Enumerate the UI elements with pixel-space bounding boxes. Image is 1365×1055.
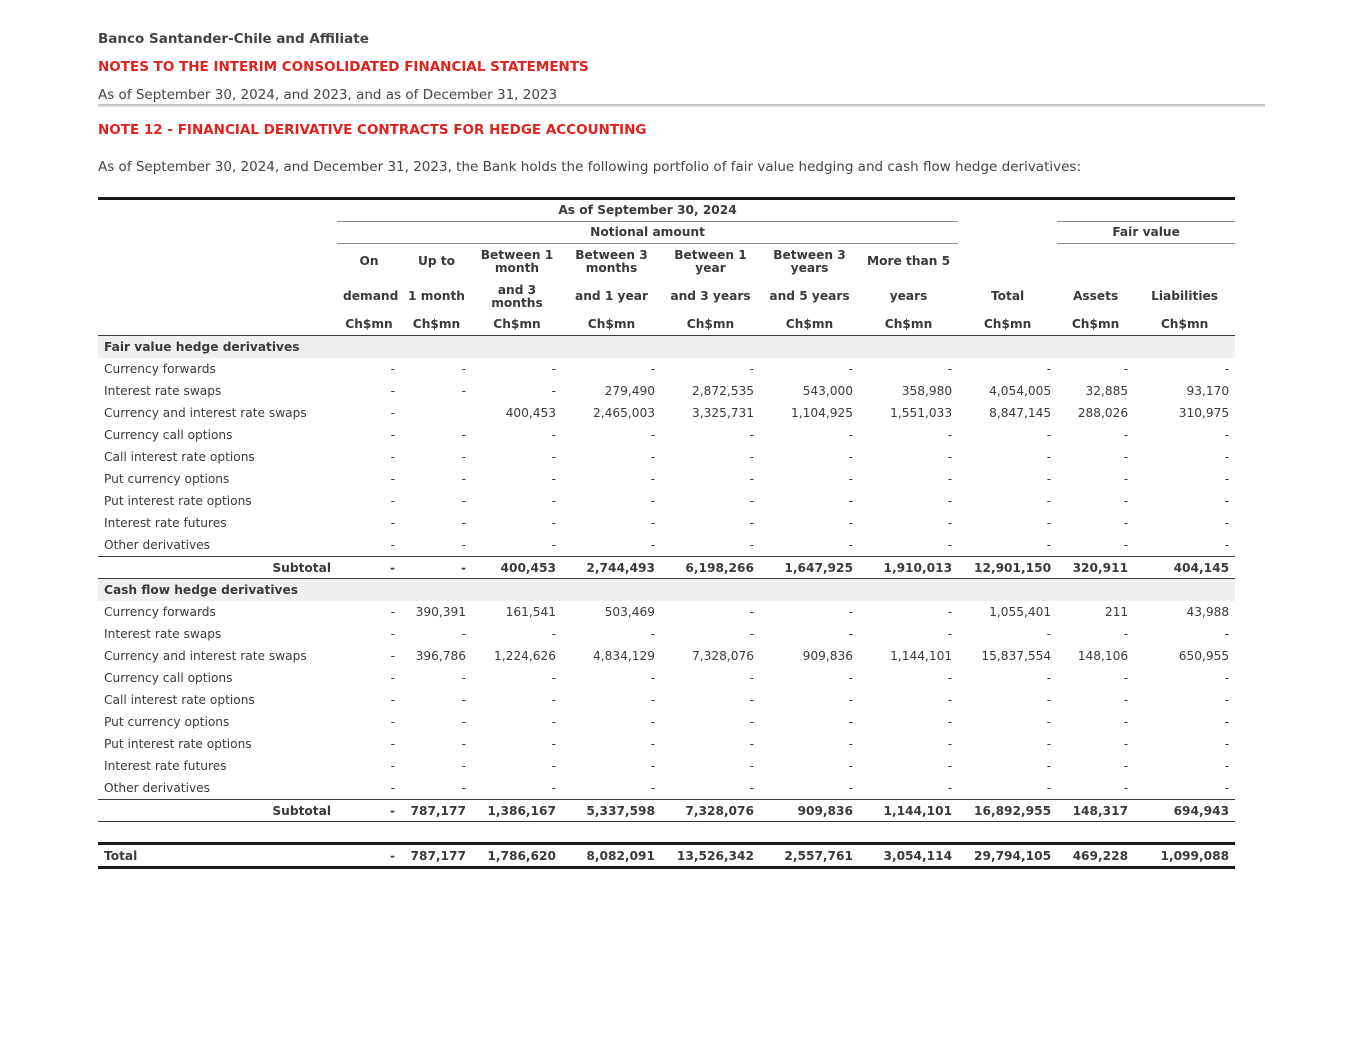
table-row: [98, 623, 1235, 645]
cell-value: 310,975: [1178, 406, 1230, 420]
notes-title: NOTES TO THE INTERIM CONSOLIDATED FINANCIAL STATEMENTS: [98, 59, 589, 75]
table-row: [98, 667, 1235, 689]
cell-value: -: [461, 781, 466, 795]
report-date: As of September 30, 2024, and 2023, and as of December 31, 2023: [98, 87, 558, 103]
cell-value: -: [947, 450, 953, 464]
subtotal-row: [98, 800, 1235, 822]
table-row: [98, 468, 1235, 490]
cell-value: 161,541: [505, 605, 556, 619]
table-row: [98, 534, 1235, 557]
cell-value: -: [650, 472, 655, 486]
note-intro: As of September 30, 2024, and December 31, 2023, the Bank holds the following portfolio of fair value hedging and cash flow hedge derivatives:: [98, 159, 1082, 175]
table-row: [98, 711, 1235, 733]
cell-value: 909,836: [802, 649, 853, 663]
cell-value: 7,328,076: [691, 649, 754, 663]
col-header-line2: Assets: [1072, 289, 1119, 303]
cell-value: -: [1224, 472, 1230, 486]
cell-value: -: [848, 671, 853, 685]
cell-value: -: [947, 494, 953, 508]
table-row: [98, 424, 1235, 446]
cell-value: -: [1123, 538, 1129, 552]
cell-value: -: [1123, 759, 1129, 773]
cell-value: 1,647,925: [760, 557, 859, 579]
col-header-line1: Between 3 months: [575, 247, 648, 275]
derivatives-table: [98, 197, 1235, 869]
period-header: As of September 30, 2024: [337, 199, 958, 222]
cell-value: 16,892,955: [958, 800, 1057, 822]
row-label: Total: [98, 844, 337, 868]
row-label: Subtotal: [98, 800, 337, 822]
row-label: Interest rate futures: [104, 516, 227, 530]
cell-value: -: [1046, 538, 1052, 552]
cell-value: 1,386,167: [472, 800, 562, 822]
cell-value: -: [461, 759, 466, 773]
cell-value: -: [650, 627, 655, 641]
col-unit: Ch$mn: [1057, 314, 1134, 336]
cell-value: -: [461, 362, 466, 376]
cell-value: -: [749, 715, 754, 729]
cell-value: 15,837,554: [981, 649, 1052, 663]
row-label: Currency call options: [104, 671, 233, 685]
cell-value: -: [390, 649, 395, 663]
cell-value: -: [1046, 759, 1052, 773]
cell-value: -: [461, 472, 466, 486]
cell-value: -: [1224, 715, 1230, 729]
cell-value: -: [650, 428, 655, 442]
cell-value: -: [749, 362, 754, 376]
cell-value: 469,228: [1057, 844, 1134, 868]
cell-value: -: [749, 605, 754, 619]
cell-value: -: [650, 450, 655, 464]
cell-value: 4,834,129: [592, 649, 655, 663]
col-unit: Ch$mn: [337, 314, 401, 336]
cell-value: -: [390, 627, 395, 641]
cell-value: 148,317: [1057, 800, 1134, 822]
cell-value: -: [749, 627, 754, 641]
cell-value: -: [947, 627, 953, 641]
cell-value: -: [947, 538, 953, 552]
cell-value: -: [1224, 737, 1230, 751]
cell-value: -: [551, 362, 556, 376]
cell-value: -: [1123, 472, 1129, 486]
company-name: Banco Santander-Chile and Affiliate: [98, 31, 369, 47]
cell-value: 1,551,033: [890, 406, 953, 420]
col-header-line2: and 5 years: [769, 289, 850, 303]
col-header-line2: 1 month: [408, 289, 465, 303]
cell-value: -: [390, 472, 395, 486]
table-row: [98, 490, 1235, 512]
cell-value: -: [749, 516, 754, 530]
cell-value: -: [848, 494, 853, 508]
col-unit: Ch$mn: [760, 314, 859, 336]
cell-value: -: [390, 715, 395, 729]
cell-value: -: [1224, 428, 1230, 442]
row-label: Interest rate swaps: [104, 384, 222, 398]
row-label: Call interest rate options: [104, 450, 255, 464]
cell-value: -: [848, 516, 853, 530]
cell-value: -: [551, 693, 556, 707]
cell-value: -: [1046, 715, 1052, 729]
cell-value: -: [390, 693, 395, 707]
table-row: [98, 733, 1235, 755]
cell-value: -: [848, 737, 853, 751]
row-label: Call interest rate options: [104, 693, 255, 707]
cell-value: -: [1046, 671, 1052, 685]
cell-value: -: [650, 538, 655, 552]
fair-value-header: Fair value: [1057, 222, 1235, 244]
cell-value: 787,177: [401, 800, 472, 822]
col-unit: Ch$mn: [562, 314, 661, 336]
cell-value: -: [390, 737, 395, 751]
cell-value: -: [1224, 494, 1230, 508]
table-row: [98, 402, 1235, 424]
cell-value: -: [650, 494, 655, 508]
cell-value: 320,911: [1057, 557, 1134, 579]
cell-value: -: [390, 605, 395, 619]
cell-value: -: [1046, 737, 1052, 751]
cell-value: 787,177: [401, 844, 472, 868]
cell-value: -: [848, 759, 853, 773]
table-row: [98, 777, 1235, 800]
cell-value: 396,786: [415, 649, 466, 663]
cell-value: -: [1224, 671, 1230, 685]
cell-value: -: [749, 428, 754, 442]
col-header-line1: Between 1 year: [674, 247, 747, 275]
row-label: Currency and interest rate swaps: [104, 649, 307, 663]
cell-value: -: [551, 450, 556, 464]
header-divider: [98, 104, 1265, 107]
cell-value: 13,526,342: [661, 844, 760, 868]
cell-value: 32,885: [1085, 384, 1129, 398]
table-row: [98, 601, 1235, 623]
cell-value: -: [749, 693, 754, 707]
cell-value: -: [461, 715, 466, 729]
cell-value: -: [461, 627, 466, 641]
cell-value: 400,453: [505, 406, 556, 420]
cell-value: -: [947, 781, 953, 795]
cell-value: 2,872,535: [691, 384, 754, 398]
col-unit: Ch$mn: [472, 314, 562, 336]
cell-value: 148,106: [1077, 649, 1129, 663]
cell-value: 93,170: [1186, 384, 1230, 398]
cell-value: [401, 402, 472, 424]
cell-value: -: [390, 516, 395, 530]
cell-value: -: [1046, 428, 1052, 442]
cell-value: 29,794,105: [958, 844, 1057, 868]
cell-value: -: [650, 362, 655, 376]
note-title: NOTE 12 - FINANCIAL DERIVATIVE CONTRACTS FOR HEDGE ACCOUNTING: [98, 122, 647, 138]
cell-value: -: [1224, 627, 1230, 641]
cell-value: -: [551, 715, 556, 729]
cell-value: -: [848, 538, 853, 552]
cell-value: -: [848, 605, 853, 619]
cell-value: -: [947, 605, 953, 619]
section-header-row: [98, 579, 1235, 602]
cell-value: 1,144,101: [890, 649, 953, 663]
cell-value: -: [650, 516, 655, 530]
cell-value: -: [1046, 494, 1052, 508]
cell-value: -: [461, 428, 466, 442]
subtotal-row: [98, 557, 1235, 579]
cell-value: -: [390, 671, 395, 685]
row-label: Interest rate swaps: [104, 627, 222, 641]
col-header-line2: years: [889, 289, 928, 303]
row-label: Put currency options: [104, 715, 230, 729]
cell-value: -: [551, 538, 556, 552]
row-label: Subtotal: [98, 557, 337, 579]
cell-value: -: [848, 781, 853, 795]
cell-value: -: [401, 557, 472, 579]
cell-value: -: [390, 384, 395, 398]
cell-value: 12,901,150: [958, 557, 1057, 579]
cell-value: -: [390, 450, 395, 464]
cell-value: 358,980: [901, 384, 953, 398]
section-title: Fair value hedge derivatives: [98, 336, 1235, 359]
cell-value: 2,744,493: [562, 557, 661, 579]
cell-value: -: [947, 759, 953, 773]
cell-value: 3,325,731: [691, 406, 754, 420]
col-unit: Ch$mn: [859, 314, 958, 336]
cell-value: -: [1224, 538, 1230, 552]
cell-value: -: [337, 800, 401, 822]
cell-value: -: [1224, 693, 1230, 707]
cell-value: -: [390, 494, 395, 508]
cell-value: -: [461, 693, 466, 707]
cell-value: -: [1123, 450, 1129, 464]
cell-value: 404,145: [1134, 557, 1235, 579]
cell-value: -: [551, 494, 556, 508]
table-row: [98, 755, 1235, 777]
cell-value: 1,224,626: [493, 649, 556, 663]
cell-value: -: [551, 384, 556, 398]
table-row: [98, 689, 1235, 711]
cell-value: -: [1046, 627, 1052, 641]
cell-value: -: [1123, 494, 1129, 508]
col-unit: Ch$mn: [958, 314, 1057, 336]
row-label: Other derivatives: [104, 781, 211, 795]
cell-value: -: [461, 494, 466, 508]
cell-value: -: [551, 759, 556, 773]
cell-value: -: [1046, 693, 1052, 707]
cell-value: -: [749, 781, 754, 795]
cell-value: -: [947, 671, 953, 685]
cell-value: -: [551, 627, 556, 641]
cell-value: -: [1224, 362, 1230, 376]
spacer-row: [98, 822, 1235, 844]
cell-value: -: [947, 472, 953, 486]
row-label: Other derivatives: [104, 538, 211, 552]
cell-value: 288,026: [1077, 406, 1129, 420]
cell-value: -: [1123, 362, 1129, 376]
cell-value: -: [1123, 671, 1129, 685]
cell-value: 211: [1104, 605, 1129, 619]
cell-value: -: [390, 406, 395, 420]
cell-value: -: [461, 538, 466, 552]
cell-value: 4,054,005: [989, 384, 1052, 398]
cell-value: -: [848, 715, 853, 729]
col-header-line1: More than 5: [866, 254, 951, 268]
cell-value: 2,465,003: [592, 406, 655, 420]
cell-value: -: [461, 737, 466, 751]
cell-value: -: [848, 362, 853, 376]
col-header-line1: On: [359, 254, 379, 268]
cell-value: -: [947, 362, 953, 376]
cell-value: -: [1224, 759, 1230, 773]
cell-value: 8,847,145: [989, 406, 1052, 420]
cell-value: 1,099,088: [1134, 844, 1235, 868]
col-unit: Ch$mn: [661, 314, 760, 336]
cell-value: 5,337,598: [562, 800, 661, 822]
cell-value: -: [390, 538, 395, 552]
total-row: [98, 844, 1235, 868]
cell-value: -: [461, 516, 466, 530]
cell-value: -: [749, 538, 754, 552]
col-header-line1: [1057, 244, 1134, 280]
row-label: Put currency options: [104, 472, 230, 486]
cell-value: -: [947, 428, 953, 442]
col-header-line1: Up to: [417, 254, 456, 268]
cell-value: -: [461, 671, 466, 685]
col-header-line1: [1134, 244, 1235, 280]
row-label: Interest rate futures: [104, 759, 227, 773]
cell-value: -: [1224, 450, 1230, 464]
cell-value: -: [650, 759, 655, 773]
table-row: [98, 512, 1235, 534]
cell-value: -: [749, 472, 754, 486]
cell-value: -: [1224, 516, 1230, 530]
cell-value: 1,055,401: [989, 605, 1052, 619]
cell-value: -: [1123, 627, 1129, 641]
cell-value: 543,000: [802, 384, 853, 398]
row-label: Currency call options: [104, 428, 233, 442]
row-label: Put interest rate options: [104, 494, 252, 508]
cell-value: -: [848, 450, 853, 464]
cell-value: -: [947, 737, 953, 751]
table-row: [98, 358, 1235, 380]
cell-value: 1,144,101: [859, 800, 958, 822]
cell-value: -: [1046, 362, 1052, 376]
col-unit: Ch$mn: [401, 314, 472, 336]
cell-value: 1,786,620: [472, 844, 562, 868]
cell-value: -: [551, 737, 556, 751]
cell-value: -: [390, 759, 395, 773]
col-header-line2: demand: [343, 289, 399, 303]
cell-value: -: [551, 781, 556, 795]
table-row: [98, 380, 1235, 402]
cell-value: -: [650, 737, 655, 751]
cell-value: 3,054,114: [859, 844, 958, 868]
cell-value: -: [551, 472, 556, 486]
row-label: Currency forwards: [104, 605, 216, 619]
table-row: [98, 446, 1235, 468]
col-header-line1: Between 3 years: [773, 247, 846, 275]
cell-value: -: [390, 781, 395, 795]
section-title: Cash flow hedge derivatives: [98, 579, 1235, 602]
cell-value: -: [1046, 781, 1052, 795]
cell-value: 390,391: [415, 605, 466, 619]
cell-value: -: [848, 428, 853, 442]
cell-value: -: [551, 671, 556, 685]
cell-value: -: [337, 844, 401, 868]
col-unit: Ch$mn: [1134, 314, 1235, 336]
cell-value: -: [1046, 516, 1052, 530]
cell-value: 279,490: [604, 384, 655, 398]
cell-value: -: [1046, 472, 1052, 486]
cell-value: -: [551, 428, 556, 442]
cell-value: -: [461, 450, 466, 464]
cell-value: -: [390, 428, 395, 442]
cell-value: -: [1123, 428, 1129, 442]
cell-value: -: [749, 671, 754, 685]
cell-value: -: [337, 557, 401, 579]
cell-value: -: [390, 362, 395, 376]
cell-value: 694,943: [1134, 800, 1235, 822]
cell-value: 2,557,761: [760, 844, 859, 868]
cell-value: -: [461, 384, 466, 398]
cell-value: -: [749, 759, 754, 773]
section-header-row: [98, 336, 1235, 359]
cell-value: -: [1046, 450, 1052, 464]
cell-value: -: [1123, 715, 1129, 729]
cell-value: 7,328,076: [661, 800, 760, 822]
cell-value: 400,453: [472, 557, 562, 579]
row-label: Put interest rate options: [104, 737, 252, 751]
cell-value: 8,082,091: [562, 844, 661, 868]
col-header-line2: Total: [990, 289, 1025, 303]
col-header-line1: [958, 244, 1057, 280]
cell-value: -: [749, 494, 754, 508]
cell-value: -: [749, 450, 754, 464]
col-header-line2: Liabilities: [1151, 289, 1219, 303]
col-header-line2: and 3 months: [491, 282, 543, 310]
cell-value: -: [947, 715, 953, 729]
cell-value: 909,836: [760, 800, 859, 822]
table-row: [98, 645, 1235, 667]
cell-value: -: [947, 516, 953, 530]
cell-value: -: [1123, 693, 1129, 707]
cell-value: -: [848, 627, 853, 641]
cell-value: -: [848, 472, 853, 486]
cell-value: -: [650, 671, 655, 685]
row-label: Currency and interest rate swaps: [104, 406, 307, 420]
cell-value: 503,469: [604, 605, 655, 619]
cell-value: -: [1123, 781, 1129, 795]
cell-value: 1,910,013: [859, 557, 958, 579]
col-header-line2: and 1 year: [574, 289, 649, 303]
cell-value: -: [650, 693, 655, 707]
cell-value: -: [1123, 516, 1129, 530]
cell-value: -: [1123, 737, 1129, 751]
cell-value: -: [749, 737, 754, 751]
cell-value: -: [551, 516, 556, 530]
cell-value: -: [650, 715, 655, 729]
notional-amount-header: Notional amount: [337, 222, 958, 244]
cell-value: 6,198,266: [661, 557, 760, 579]
cell-value: -: [1224, 781, 1230, 795]
cell-value: -: [650, 781, 655, 795]
row-label: Currency forwards: [104, 362, 216, 376]
cell-value: -: [947, 693, 953, 707]
col-header-line1: Between 1 month: [480, 247, 554, 275]
cell-value: 650,955: [1178, 649, 1230, 663]
cell-value: 1,104,925: [790, 406, 853, 420]
cell-value: 43,988: [1186, 605, 1230, 619]
col-header-line2: and 3 years: [670, 289, 751, 303]
cell-value: -: [848, 693, 853, 707]
